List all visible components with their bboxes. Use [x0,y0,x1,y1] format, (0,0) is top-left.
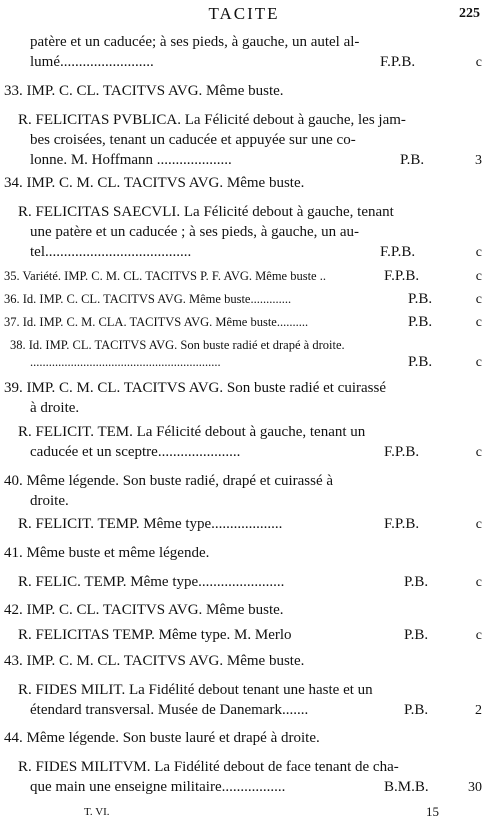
text-line: 34. IMP. C. M. CL. TACITVS AVG. Même buste. [4,175,305,191]
size-designation: F.P.B. [384,516,420,532]
rarity-mark: c [475,315,482,330]
size-designation: F.P.B. [380,54,416,70]
text-line: 33. IMP. C. CL. TACITVS AVG. Même buste. [4,83,284,99]
size-designation: P.B. [408,314,433,330]
text-line: lonne. M. Hoffmann .................... [30,152,232,168]
rarity-mark: c [475,575,482,590]
text-line: 36. Id. IMP. C. CL. TACITVS AVG. Même buste............. [4,292,292,306]
text-line: 40. Même légende. Son buste radié, drapé et cuirassé à [4,473,334,489]
text-line: 44. Même légende. Son buste lauré et drapé à droite. [4,730,320,746]
text-line: 41. Même buste et même légende. [4,545,210,561]
footer-volume: T. VI. [84,806,110,818]
rarity-mark: c [475,245,482,260]
text-line: patère et un caducée; à ses pieds, à gauche, un autel al- [30,34,360,50]
text-line: 43. IMP. C. M. CL. TACITVS AVG. Même buste. [4,653,305,669]
text-line: R. FIDES MILITVM. La Fidélité debout de face tenant de cha- [18,759,399,775]
rarity-mark: c [475,445,482,460]
rarity-mark: 3 [475,153,482,168]
text-line: étendard transversal. Musée de Danemark....... [30,702,309,718]
rarity-mark: c [475,517,482,532]
rarity-mark: c [475,55,482,70]
text-line: caducée et un sceptre...................... [30,444,241,460]
text-line: bes croisées, tenant un caducée et appuyée sur une co- [30,132,356,148]
text-line: R. FELICITAS SAECVLI. La Félicité debout à gauche, tenant [18,204,394,220]
size-designation: P.B. [408,354,433,370]
text-line: 42. IMP. C. CL. TACITVS AVG. Même buste. [4,602,284,618]
text-line: 37. Id. IMP. C. M. CLA. TACITVS AVG. Même buste.......... [4,315,309,329]
rarity-mark: 30 [468,780,482,795]
text-line: R. FELICITAS PVBLICA. La Félicité debout à gauche, les jam- [18,112,406,128]
size-designation: F.P.B. [384,268,420,284]
text-line: lumé......................... [30,54,154,70]
text-line: R. FELICIT. TEMP. Même type................... [18,516,283,532]
footer-signature: 15 [426,804,439,819]
text-line: 38. Id. IMP. CL. TACITVS AVG. Son buste radié et drapé à droite. [10,338,345,352]
size-designation: F.P.B. [380,244,416,260]
text-line: 35. Variété. IMP. C. M. CL. TACITVS P. F. AVG. Même buste .. [4,269,326,283]
rarity-mark: c [475,269,482,284]
text-line: R. FELICITAS TEMP. Même type. M. Merlo [18,627,292,643]
text-line: que main une enseigne militaire................. [30,779,286,795]
text-line: droite. [30,493,69,509]
size-designation: P.B. [404,702,429,718]
page-number: 225 [459,6,480,21]
text-line: tel....................................... [30,244,192,260]
size-designation: P.B. [400,152,425,168]
rarity-mark: 2 [475,703,482,718]
text-line: 39. IMP. C. M. CL. TACITVS AVG. Son buste radié et cuirassé [4,380,386,396]
size-designation: B.M.B. [384,779,429,795]
text-line: à droite. [30,400,80,416]
text-line: R. FIDES MILIT. La Fidélité debout tenant une haste et un [18,682,373,698]
running-title: TACITE [208,4,280,23]
rarity-mark: c [475,355,482,370]
rarity-mark: c [475,292,482,307]
size-designation: P.B. [408,291,433,307]
rarity-mark: c [475,628,482,643]
size-designation: P.B. [404,574,429,590]
size-designation: F.P.B. [384,444,420,460]
text-line: une patère et un caducée ; à ses pieds, à gauche, un au- [30,224,360,240]
text-line: R. FELICIT. TEM. La Félicité debout à gauche, tenant un [18,424,366,440]
text-line: ............................................................. [30,355,221,369]
text-line: R. FELIC. TEMP. Même type....................... [18,574,285,590]
size-designation: P.B. [404,627,429,643]
